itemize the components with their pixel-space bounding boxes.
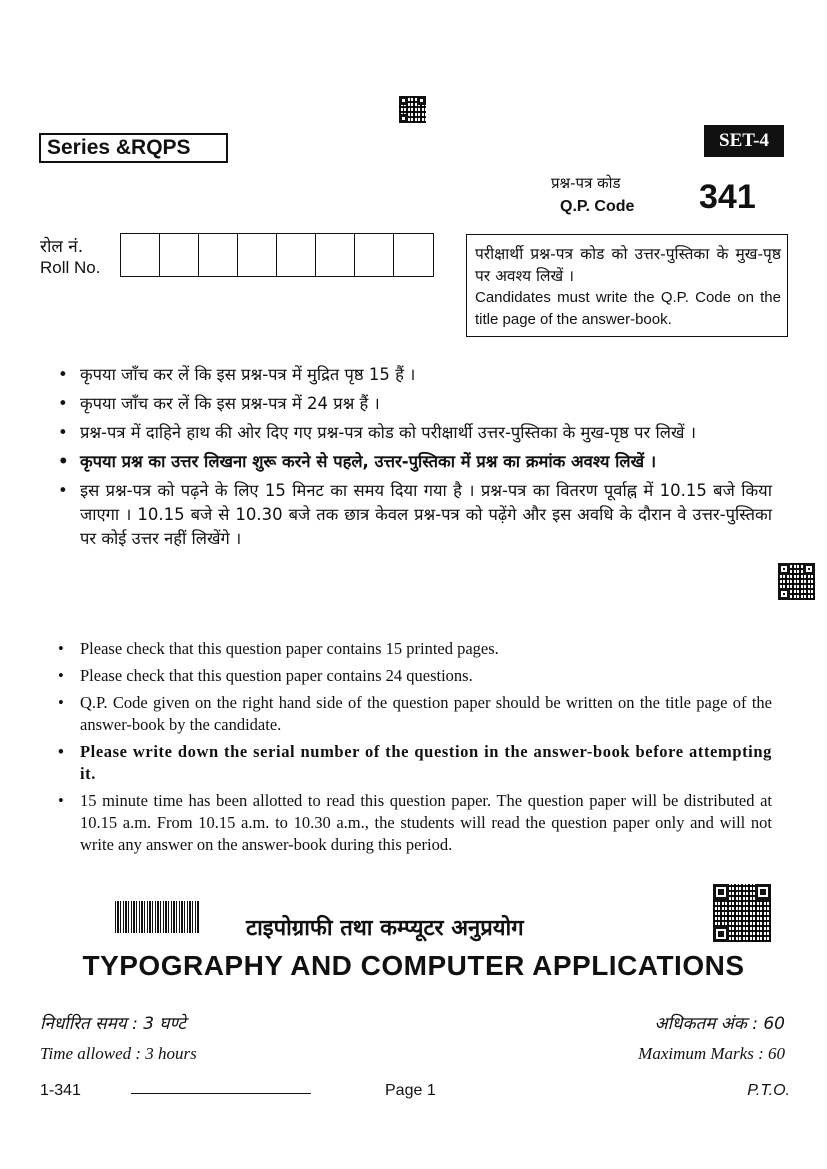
set-badge: SET-4 [704,125,784,157]
footer-page-number: Page 1 [385,1082,436,1099]
roll-digit-box[interactable] [277,234,316,276]
instruction-hindi-item: • प्रश्न-पत्र में दाहिने हाथ की ओर दिए गए प्रश्न-पत्र कोड को परीक्षार्थी उत्तर-पुस्तिका के मुख-पृष्ठ पर लिखें । [56,421,772,445]
instruction-hindi-item: • कृपया जाँच कर लें कि इस प्रश्न-पत्र में 24 प्रश्न हैं । [56,392,772,416]
roll-label-english: Roll No. [40,258,101,277]
note-english: Candidates must write the Q.P. Code on the title page of the answer-book. [475,289,781,328]
qp-code-label-english: Q.P. Code [560,198,635,215]
instruction-english-item: • 15 minute time has been allotted to read this question paper. The question paper will be distributed at 10.15 a.m. From 10.15 a.m. to 10.30 a.m., the students will read the question paper only and will not write any answer on the answer-book during this period. [56,790,772,856]
roll-digit-box[interactable] [160,234,199,276]
instruction-hindi-item: • कृपया जाँच कर लें कि इस प्रश्न-पत्र में मुद्रित पृष्ठ 15 हैं । [56,363,772,387]
roll-number-boxes[interactable] [120,233,434,277]
footer-paper-code: 1-341 [40,1082,81,1099]
roll-digit-box[interactable] [316,234,355,276]
time-allowed-hindi: निर्धारित समय : 3 घण्टे [40,1014,186,1034]
instruction-english-item: • Please check that this question paper contains 15 printed pages. [56,638,772,660]
subject-title-english: TYPOGRAPHY AND COMPUTER APPLICATIONS [82,950,745,981]
note-hindi: परीक्षार्थी प्रश्न-पत्र कोड को उत्तर-पुस्तिका के मुख-पृष्ठ पर अवश्य लिखें । [475,245,781,285]
roll-digit-box[interactable] [355,234,394,276]
side-qr-code [778,563,815,600]
roll-digit-box[interactable] [121,234,160,276]
qp-code-label-hindi: प्रश्न-पत्र कोड [551,174,621,192]
instructions-hindi [56,363,772,556]
time-allowed-english: Time allowed : 3 hours [40,1044,197,1063]
bottom-qr-code [713,884,771,942]
maximum-marks-english: Maximum Marks : 60 [638,1044,785,1063]
top-qr-code [399,96,426,123]
roll-label-hindi: रोल नं. [40,237,84,257]
footer-divider [131,1093,311,1094]
qp-code-note-box [466,234,788,337]
series-label: Series &RQPS [39,133,228,163]
footer-pto: P.T.O. [747,1082,790,1099]
instruction-hindi-item: • इस प्रश्न-पत्र को पढ़ने के लिए 15 मिनट का समय दिया गया है । प्रश्न-पत्र का वितरण पूर्वाह्न में 10.15 बजे किया जाएगा । 10.15 बजे से 10.30 बजे तक छात्र केवल प्रश्न-पत्र को पढ़ेंगे और इस अवधि के दौरान वे उत्तर-पुस्तिका पर कोई उत्तर नहीं लिखेंगे । [56,479,772,551]
roll-digit-box[interactable] [238,234,277,276]
instruction-english-item: • Please write down the serial number of the question in the answer-book before attempting it. [56,741,772,785]
instruction-english-item: • Please check that this question paper contains 24 questions. [56,665,772,687]
instructions-english [56,638,772,861]
maximum-marks-hindi: अधिकतम अंक : 60 [654,1014,785,1034]
subject-title-hindi: टाइपोग्राफी तथा कम्प्यूटर अनुप्रयोग [246,916,524,941]
instruction-hindi-item: • कृपया प्रश्न का उत्तर लिखना शुरू करने से पहले, उत्तर-पुस्तिका में प्रश्न का क्रमांक अवश्य लिखें । [56,450,772,474]
instruction-english-item: • Q.P. Code given on the right hand side of the question paper should be written on the title page of the answer-book by the candidate. [56,692,772,736]
barcode [115,901,199,933]
roll-digit-box[interactable] [394,234,433,276]
roll-digit-box[interactable] [199,234,238,276]
qp-code-value: 341 [699,178,756,216]
